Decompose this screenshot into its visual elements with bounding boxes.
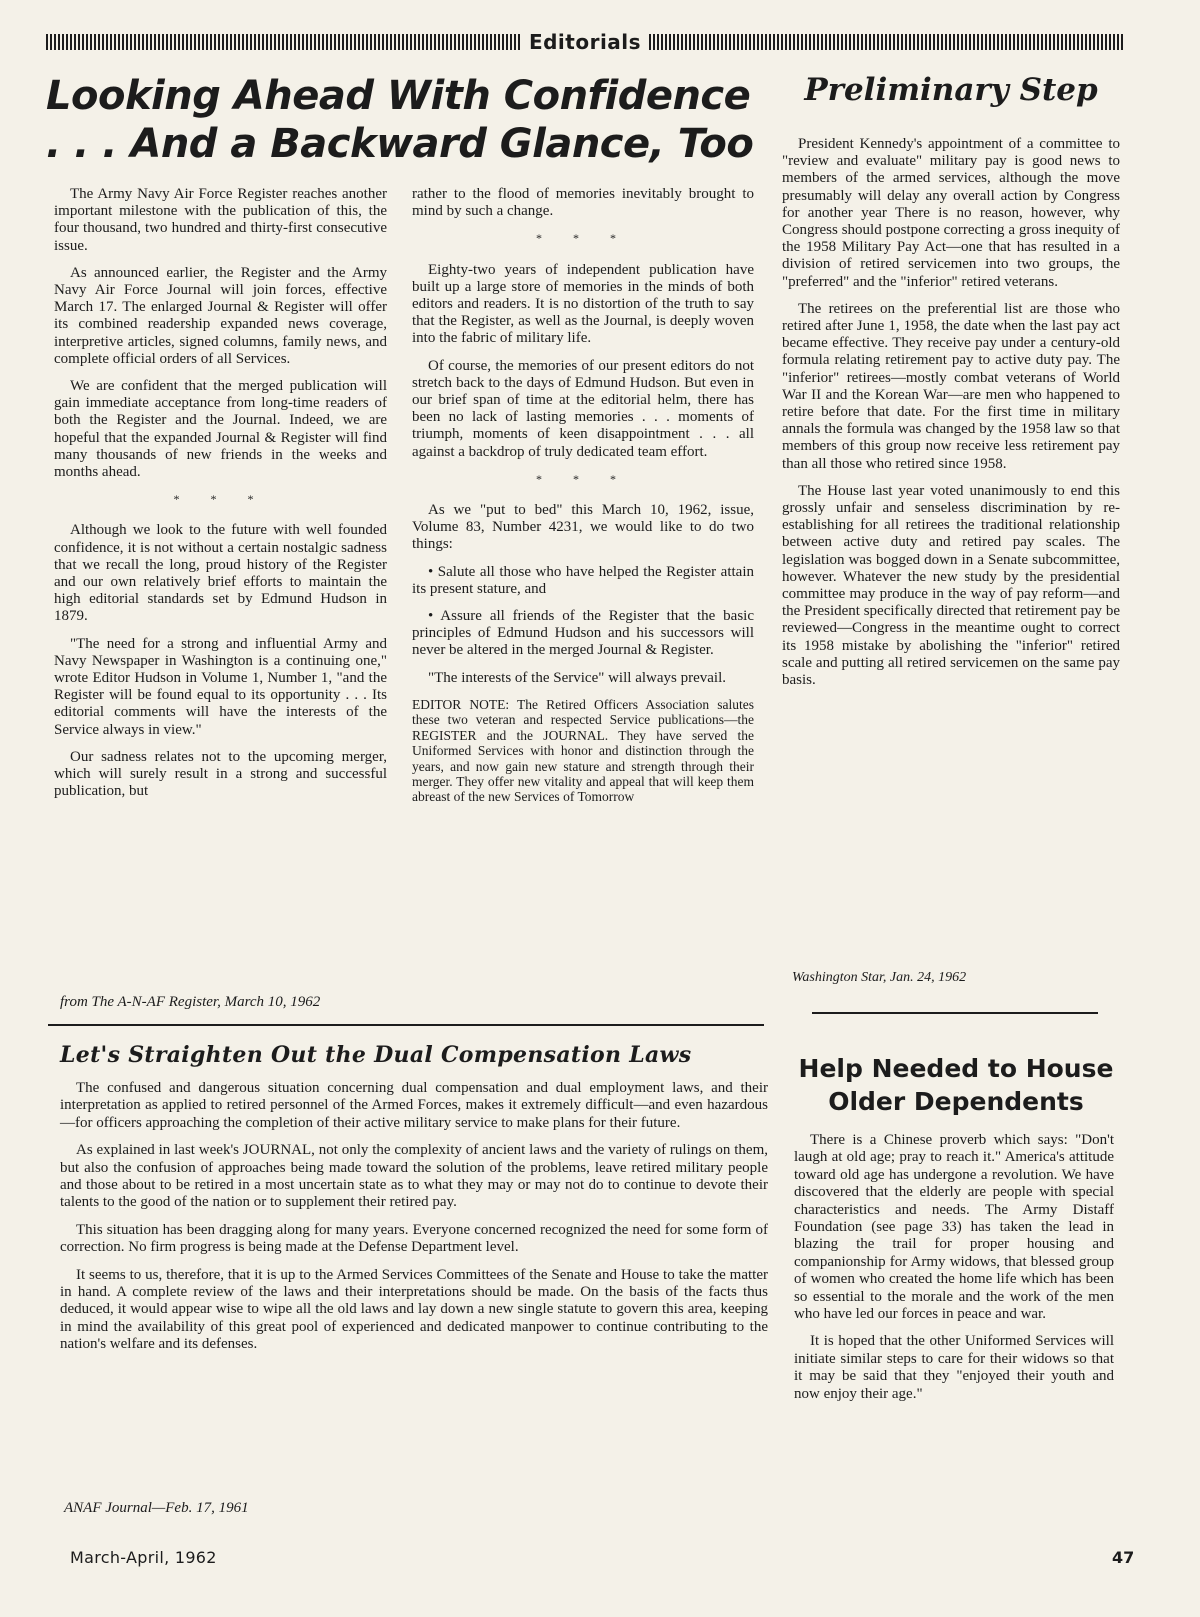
separator: * * * xyxy=(536,471,630,486)
bullet-item: • Assure all friends of the Register that the basic principles of Edmund Hudson and his successors will never be altered in the merged Journal & Register. xyxy=(412,608,754,659)
preliminary-source: Washington Star, Jan. 24, 1962 xyxy=(792,970,967,985)
paragraph: "The need for a strong and influential Army and Navy Newspaper in Washington is a continuing one," wrote Editor Hudson in Volume 1, Number 1, "and the Register will be found equal to its opportunity . . . Its editorial comments will have the interests of the Service always in view." xyxy=(54,635,387,738)
separator: * * * xyxy=(536,231,630,246)
paragraph: Our sadness relates not to the upcoming merger, which will surely result in a strong and successful publication, but xyxy=(54,748,387,800)
paragraph: rather to the flood of memories inevitably brought to mind by such a change. xyxy=(412,186,754,220)
main-article-column-2 xyxy=(412,186,754,815)
paragraph: President Kennedy's appointment of a committee to "review and evaluate" military pay is good news to members of the armed services, although the move presumably will delay any overall action by Congress for another year There is no reason, however, why Congress should postpone correcting a gross inequity of the 1958 Military Pay Act—one that has resulted in a division of retired servicemen into two groups, the "preferred" and the "inferior" retired veterans. xyxy=(782,136,1120,290)
paragraph: The Army Navy Air Force Register reaches another important milestone with the publication of this, the four thousand, two hundred and thirty-first consecutive issue. xyxy=(54,186,387,254)
paragraph: The House last year voted unanimously to end this grossly unfair and senseless discrimination by re-establishing for all retirees the traditional relationship between active duty and retired pay scales. The legislation was bogged down in a Senate subcommittee, however. Whatever the new study by the presidential committee may produce in the way of pay reform—and the President specifically directed that retirement pay be reviewed—Congress in the meantime ought to correct its 1958 mistake by abolishing the "inferior" retired scale and putting all retired servicemen on the same pay basis. xyxy=(782,482,1120,689)
paragraph: "The interests of the Service" will always prevail. xyxy=(428,669,726,686)
header-stripes-right xyxy=(649,34,1124,50)
divider-rule xyxy=(48,1024,764,1026)
main-article-title xyxy=(46,72,766,168)
preliminary-column xyxy=(782,136,1120,699)
main-article-column-1 xyxy=(54,186,387,811)
paragraph: Although we look to the future with well founded confidence, it is not without a certain nostalgic sadness that we recall the long, proud history of the Register and our own relatively brief efforts to maintain the high editorial standards set by Edmund Hudson in 1879. xyxy=(54,522,387,625)
bullet-item: • Salute all those who have helped the Register attain its present stature, and xyxy=(412,563,754,597)
paragraph: As we "put to bed" this March 10, 1962, issue, Volume 83, Number 4231, we would like to do two things: xyxy=(412,502,754,553)
paragraph: As announced earlier, the Register and the Army Navy Air Force Journal will join forces, effective March 17. The enlarged Journal & Register will offer its combined readership expanded news coverage, interpretive articles, signed columns, family news, and complete official orders of all Services. xyxy=(54,264,387,367)
footer-date: March-April, 1962 xyxy=(70,1548,217,1567)
section-label: Editorials xyxy=(528,30,642,54)
dual-compensation-body xyxy=(60,1080,768,1364)
divider-rule-right xyxy=(812,1012,1098,1014)
paragraph: There is a Chinese proverb which says: "Don't laugh at old age; pray to reach it." America's attitude toward old age has undergone a revolution. We have discovered that the elderly are people with special characteristics and needs. The Army Distaff Foundation (see page 33) has taken the lead in blazing the trail for proper housing and companionship for Army widows, that blessed group of women who created the home life which has been so essential to the morale and the work of the men who have led our forces in peace and war. xyxy=(794,1132,1114,1323)
page-number: 47 xyxy=(1112,1548,1135,1567)
help-title-line1: Help Needed to House xyxy=(798,1054,1114,1083)
main-title-line1: Looking Ahead With Confidence xyxy=(46,73,751,119)
header-stripes-left xyxy=(46,34,521,50)
main-title-line2: . . . And a Backward Glance, Too xyxy=(46,121,754,167)
paragraph: Of course, the memories of our present editors do not stretch back to the days of Edmund Hudson. But even in our brief span of time at the editorial helm, there has been no lack of lasting memories . . . moments of triumph, moments of keen disappointment . . . all against a backdrop of truly dedicated team effort. xyxy=(412,357,754,460)
paragraph: Eighty-two years of independent publication have built up a large store of memories in the minds of both editors and readers. It is no distortion of the truth to say that the Register, as well as the Journal, is deeply woven into the fabric of military life. xyxy=(412,261,754,347)
help-needed-body xyxy=(794,1132,1114,1413)
help-needed-title xyxy=(796,1052,1116,1118)
editor-note: EDITOR NOTE: The Retired Officers Association salutes these two veteran and respected Service publications—the REGISTER and the JOURNAL. They have served the Uniformed Services with honor and distinction through the years, and now gain new stature and strength through their merger. They offer new vitality and appeal that will keep them abreast of the new Services of Tomorrow xyxy=(412,696,754,805)
separator: * * * xyxy=(173,492,268,507)
paragraph: The confused and dangerous situation concerning dual compensation and dual employment laws, and their interpretation as applied to retired personnel of the Armed Forces, makes it extremely difficult—and even hazardous—for officers approaching the completion of their active military service to make plans for their future. xyxy=(60,1080,768,1131)
dual-compensation-source: ANAF Journal—Feb. 17, 1961 xyxy=(64,1500,249,1516)
preliminary-title: Preliminary Step xyxy=(804,72,1098,108)
main-article-source: from The A-N-AF Register, March 10, 1962 xyxy=(60,994,321,1010)
dual-compensation-title: Let's Straighten Out the Dual Compensation Laws xyxy=(60,1042,692,1068)
paragraph: As explained in last week's JOURNAL, not only the complexity of ancient laws and the variety of rulings on them, but also the confusion of approaches being made toward the solution of the problems, leave retired military people and those about to be retired in a most uncertain state as to what they may or may not do to continue to devote their talents to the good of the nation or to supplement their retired pay. xyxy=(60,1142,768,1211)
paragraph: This situation has been dragging along for many years. Everyone concerned recognized the need for some form of correction. No firm progress is being made at the Defense Department level. xyxy=(60,1221,768,1256)
section-header xyxy=(46,28,1124,56)
paragraph: It seems to us, therefore, that it is up to the Armed Services Committees of the Senate and House to take the matter in hand. A complete review of the laws and their interpretations should be made. On the basis of the facts thus deduced, it would appear wise to wipe all the old laws and lay down a new single statute to govern this area, keeping in mind the availability of this great pool of experienced and dedicated manpower to continue contributing to the nation's welfare and its defenses. xyxy=(60,1266,768,1353)
paragraph: We are confident that the merged publication will gain immediate acceptance from long-time readers of both the Register and the Journal. Indeed, we are hopeful that the expanded Journal & Register will find many thousands of new friends in the weeks and months ahead. xyxy=(54,378,387,481)
paragraph: It is hoped that the other Uniformed Services will initiate similar steps to care for their widows so that it may be said that they "enjoyed their youth and now enjoy their age." xyxy=(794,1333,1114,1402)
paragraph: The retirees on the preferential list are those who retired after June 1, 1958, the date when the last pay act became effective. They receive pay under a century-old formula relating retirement pay to active duty pay. The "inferior" retirees—mostly combat veterans of World War II and the Korean War—are men who happened to retire before that date. For the first time in military annals the formula was changed by the 1958 law so that members of this group now receive less retirement pay than all those who retired since 1958. xyxy=(782,300,1120,472)
help-title-line2: Older Dependents xyxy=(828,1087,1084,1116)
